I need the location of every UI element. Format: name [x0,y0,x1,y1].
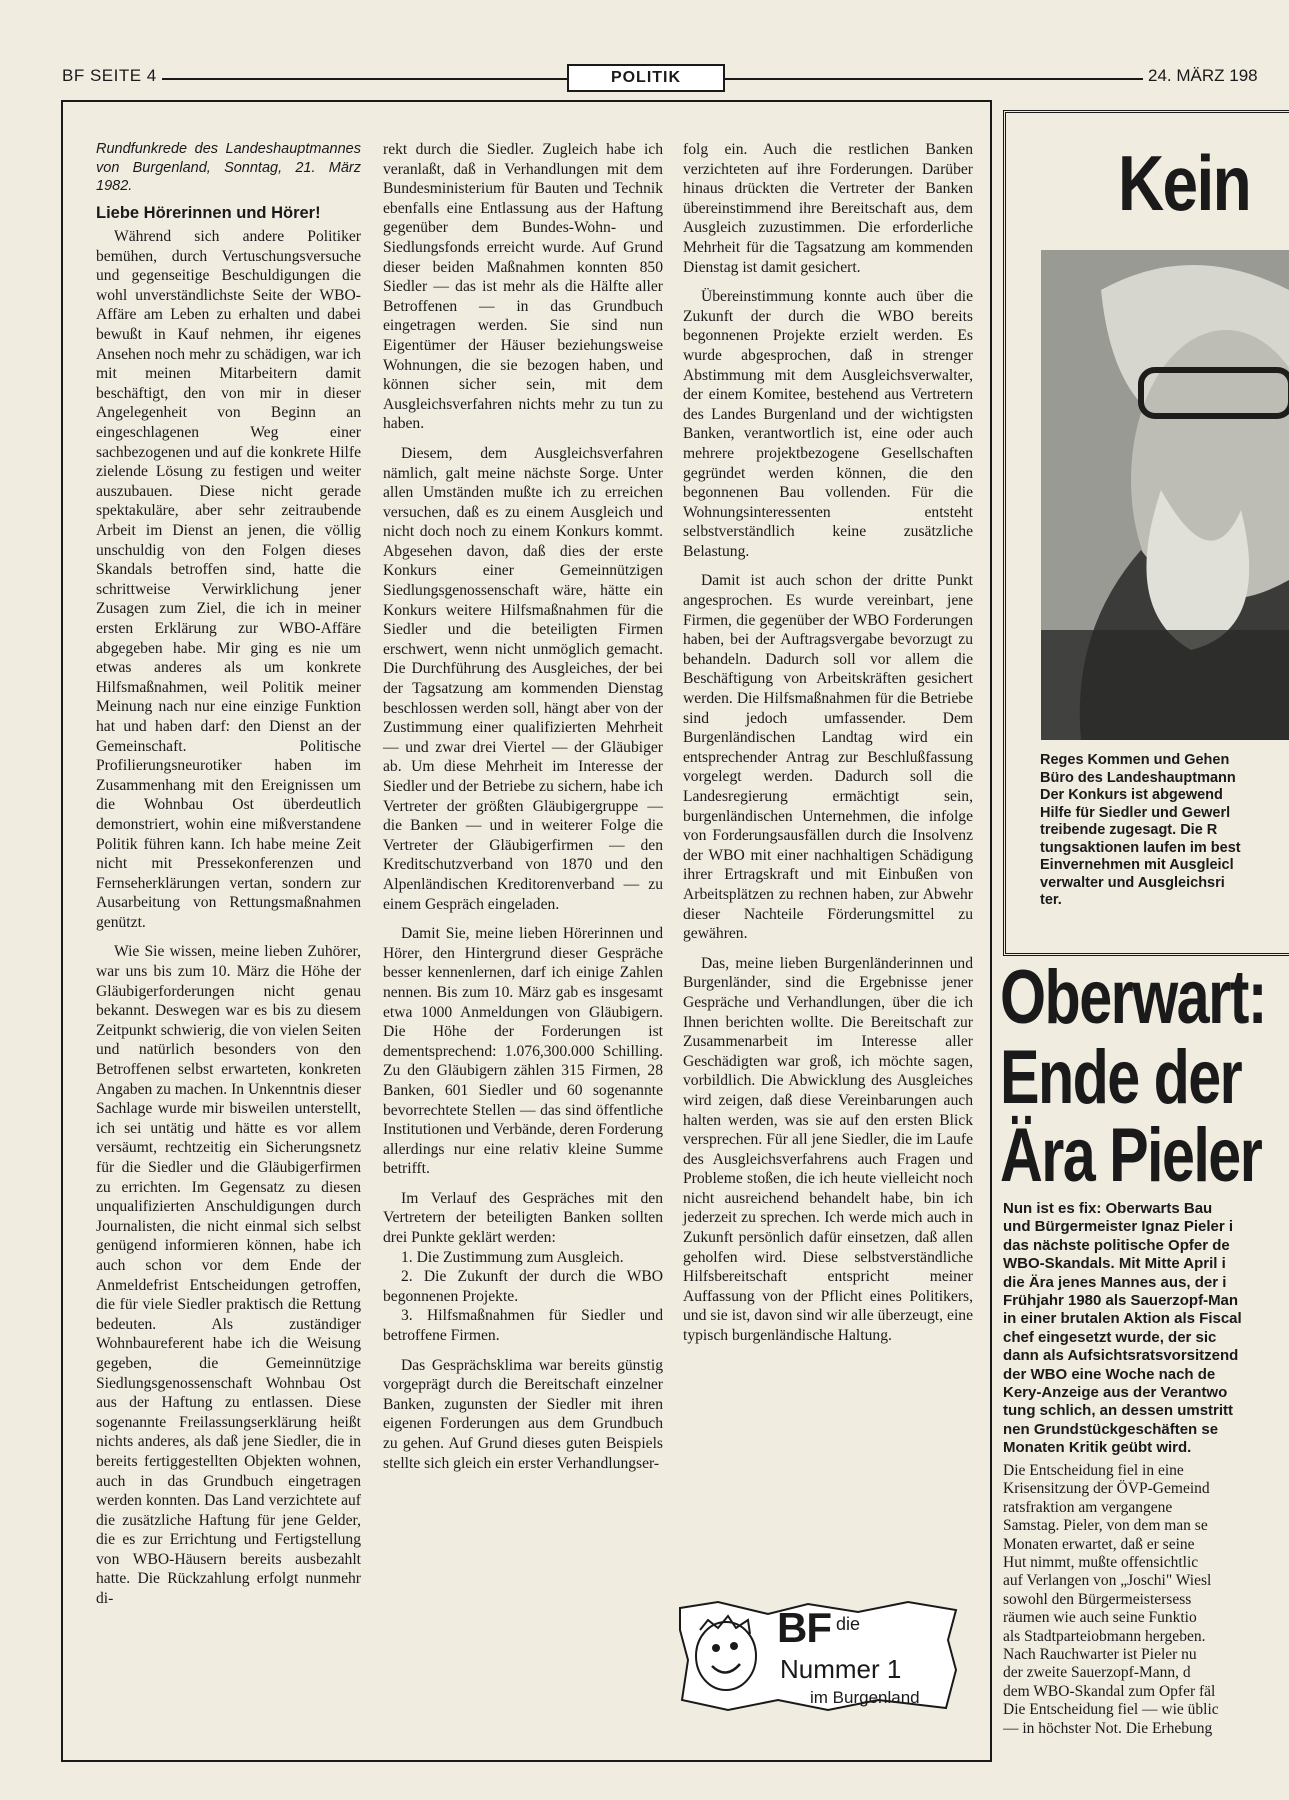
portrait-icon [1041,250,1289,740]
section-label: POLITIK [567,64,725,92]
body-line: Die Entscheidung fiel in eine [1003,1462,1184,1479]
caption-line: Büro des Landeshauptmann [1040,769,1236,786]
caption-line: Reges Kommen und Gehen [1040,752,1230,768]
lead-line: nen Grundstückgeschäften se [1003,1420,1219,1438]
caption-line: Einvernehmen mit Ausgleicl [1040,857,1234,873]
body-line: Hut nimmt, mußte offensichtlic [1003,1554,1199,1572]
promo-brand: BF [777,1604,831,1651]
article-column-3 [683,140,973,1346]
body-line: Nach Rauchwarter ist Pieler nu [1003,1646,1197,1664]
list-item: 3. Hilfsmaßnahmen für Siedler und betroffene Firmen. [383,1307,663,1345]
lead-line: der WBO eine Woche nach de [1003,1365,1216,1383]
lead-line: WBO-Skandals. Mit Mitte April i [1003,1255,1226,1273]
page-number: BF SEITE 4 [62,66,157,85]
body-line: Die Entscheidung fiel — wie üblic [1003,1701,1219,1719]
oberwart-lead [1003,1200,1289,1458]
body-line: auf Verlangen von „Joschi" Wiesl [1003,1572,1212,1590]
caption-line: Der Konkurs ist abgewend [1040,787,1223,803]
body-line: ratsfraktion am vergangene [1003,1498,1173,1516]
list-item: 1. Die Zustimmung zum Ausgleich. [401,1248,624,1266]
headline-line: Ende der [1000,1035,1242,1120]
caption-line: tungsaktionen laufen im best [1040,839,1241,856]
article-intro: Rundfunkrede des Landeshauptmannes von Burgenland, Sonntag, 21. März 1982. [96,141,361,194]
lead-line: das nächste politische Opfer de [1003,1236,1230,1254]
body-line: als Stadtparteiobmann hergeben. [1003,1627,1206,1645]
caption-line: verwalter und Ausgleichsri [1040,874,1225,891]
paragraph: Diesem, dem Ausgleichsverfahren nämlich, galt meine nächste Sorge. Unter allen Umständen mußte ich zu erreichen versuchen, daß es zu einem Ausgleich und nicht doch noch zu einem Konkurs kommt. Abgesehen davon, daß dies der erste Konkurs einer Gemeinnützigen Siedlungsgenossenschaft wäre, hätte ein Konkurs weitere Hilfsmaßnahmen für die Siedler und die beteiligten Firmen erschwert, wenn nicht unmöglich gemacht. Die Durchführung des Ausgleiches, der bei der Tagsatzung am kommenden Dienstag beschlossen werden soll, hängt aber von der Zustimmung einer qualifizierten Mehrheit — und zwar drei Viertel — der Gläubiger ab. Um diese Mehrheit im Interesse der Siedler und der Betriebe zu sichern, habe ich Vertreter der größten Gläubigergruppe — die Banken — und in weiterer Folge die Vertreter der Gläubigerfirmen — den Kreditschutzverband von 1870 und den Alpenländischen Kreditorenverband — zu einem Gespräch eingeladen. [383,444,663,913]
body-line: der zweite Sauerzopf-Mann, d [1003,1664,1191,1682]
lead-line: und Bürgermeister Ignaz Pieler i [1003,1218,1234,1236]
body-line: Samstag. Pieler, von dem man se [1003,1517,1208,1535]
article-column-1 [96,140,361,1609]
photo-caption [1040,752,1289,910]
header-rule-left [162,78,567,80]
body-line: Monaten erwartet, daß er seine [1003,1535,1195,1553]
issue-date: 24. MÄRZ 198 [1148,66,1258,85]
caption-line: ter. [1040,892,1062,908]
body-line: Krisensitzung der ÖVP-Gemeind [1003,1480,1210,1498]
lead-line: tung schlich, an dessen umstritt [1003,1402,1234,1420]
body-line: — in höchster Not. Die Erhebung [1003,1719,1213,1737]
list-item: 2. Die Zukunft der durch die WBO begonnenen Projekte. [383,1268,663,1305]
headline-line: Oberwart: [1000,955,1266,1040]
lead-line: Kery-Anzeige aus der Verantwo [1003,1384,1228,1402]
paragraph: folg ein. Auch die restlichen Banken verzichteten auf ihre Forderungen. Darüber hinaus drückten die Vertreter der Banken übereinstimmend ihre Bereitschaft aus, dem Ausgleich zuzustimmen. Die erforderliche Mehrheit für die Tagsatzung am kommenden Dienstag ist damit gesichert. [683,141,973,276]
paragraph: Damit Sie, meine lieben Hörerinnen und Hörer, den Hintergrund dieser Gespräche besser kennenlernen, darf ich einige Zahlen nennen. Bis zum 10. März gab es insgesamt etwa 1000 Anmeldungen von Gläubigern. Die Höhe der Forderungen ist dementsprechend: 1.076,300.000 Schilling. Zu den Gläubigern zählen 315 Firmen, 28 Banken, 601 Siedler und 60 sogenannte bevorrechtete Stellen — das sind öffentliche Institutionen und Verbände, deren Forderung allerdings nur eine relativ kleine Summe betrifft. [383,925,663,1178]
oberwart-body [1003,1462,1289,1738]
portrait-photo [1041,250,1289,740]
paragraph: Damit ist auch schon der dritte Punkt angesprochen. Es wurde vereinbart, jene Firmen, die gegenüber der WBO Forderungen haben, bei der Auftragsvergabe bevorzugt zu behandeln. Dadurch soll vor allem die Beschäftigung von Arbeitskräften gesichert werden. Die Hilfsmaßnahmen für die Betriebe sind jedoch umfassender. Dem Burgenländischen Landtag wird ein entsprechender Antrag zur Beschlußfassung vorgelegt werden. Dadurch soll die Landesregierung ermächtigt sein, burgenländischen Unternehmen, die infolge von Forderungsausfällen durch die Insolvenz der WBO mit einer nachhaltigen Schädigung ihrer Ertragskraft und mit Einbußen von Arbeitsplätzen zu rechnen haben, zur Abwehr dieser Nachteile Förderungsmittel zu gewähren. [683,572,973,943]
paragraph: Übereinstimmung konnte auch über die Zukunft der durch die WBO bereits begonnenen Projekte erzielt werden. Es wurde abgesprochen, daß in strenger Abstimmung mit dem Ausgleichsverwalter, der einem Komitee, bestehend aus Vertretern des Landes Burgenland und der wichtigsten Banken, verantwortlich ist, eine oder auch mehrere projektbezogene Gesellschaften gegründet werden können, die den begonnenen Bau vollenden. Für die Wohnungsinteressenten entsteht selbstverständlich keine zusätzliche Belastung. [683,288,973,560]
promo-small: die [836,1614,861,1634]
promo-line-1: Nummer 1 [780,1654,902,1684]
lead-line: in einer brutalen Aktion als Fiscal [1003,1310,1242,1328]
body-line: dem WBO-Skandal zum Opfer fäl [1003,1682,1216,1700]
paragraph: Während sich andere Politiker bemühen, durch Vertuschungsversuche und gegenseitige Beschuldigungen die wohl unverständlichste Seite der WBO-Affäre am Leben zu erhalten und dabei bewußt in Kauf nehmen, ihr eigenes Ansehen noch mehr zu schädigen, war ich mit meinen Mitarbeitern damit beschäftigt, den von mir in dieser Angelegenheit von Beginn an eingeschlagenen Weg einer sachbezogenen und auf die konkrete Hilfe zielende Lösung zu festigen und weiter auszubauen. Diese nicht gerade spektakuläre, aber sehr zeitraubende Arbeit im Dienst an jenen, die völlig unschuldig von den Folgen dieses Skandals betroffen sind, hatte die schrittweise Verwirklichung jener Zusagen zum Ziel, die ich in meiner ersten Erklärung zur WBO-Affäre abgegeben habe. Mir ging es nie um etwas anderes als um konkrete Hilfsmaßnahmen, weil Politik meiner Meinung nach nur eine einzige Funktion hat und haben darf: den Dienst an der Gemeinschaft. Politische Profilierungsneurotiker haben im Zusammenhang mit den Ereignissen um die Wohnbau Ost überdeutlich demonstriert, wohin eine mißverstandene Politik führen kann. Ich habe meine Zeit nicht mit Pressekonferenzen und Fernseherklärungen vertan, sondern zur Ausarbeitung von Rettungsmaßnahmen genützt. [96,228,361,931]
caption-line: Hilfe für Siedler und Gewerl [1040,804,1231,821]
lead-line: dann als Aufsichtsratsvorsitzend [1003,1347,1239,1365]
paragraph: Wie Sie wissen, meine lieben Zuhörer, war uns bis zum 10. März die Höhe der Gläubigerforderungen nicht genau bekannt. Deswegen war es bis zu diesem Zeitpunkt schwierig, die von vielen Seiten und natürlich besonders von den Betroffenen selbst erwarteten, konkreten Angaben zu machen. In Unkenntnis dieser Sachlage wurde mir bisweilen unterstellt, ich sei untätig und hätte es vor allem versäumt, rechtzeitig ein Sicherungsnetz für die Siedler und die Gläubigerfirmen zu errichten. Im Gegensatz zu diesen unqualifizierten Anschuldigungen durch Journalisten, die nicht einmal sich selbst genügend informieren können, habe ich auch schon vor dem Ende der Anmeldefrist Entscheidungen getroffen, die für viele Siedler praktisch die Rettung bedeuten. Als zuständiger Wohnbaureferent habe ich die Weisung gegeben, die Gemeinnützige Siedlungsgenossenschaft Wohnbau Ost aus der Haftung zu entlassen. Diese sogenannte Freilassungserklärung heißt nichts anderes, als daß jene Siedler, die in bereits fertiggestellten Objekten wohnen, auch in das Grundbuch eingetragen werden konnten. Das Land verzichtete auf die zusätzliche Haftung für jene Gelder, die es zur Errichtung und Fertigstellung von WBO-Häusern bereits ausbezahlt hatte. Die Rückzahlung erfolgt nunmehr di- [96,943,362,1608]
lead-line: Frühjahr 1980 als Sauerzopf-Man [1003,1292,1239,1310]
paragraph: Das Gesprächsklima war bereits günstig vorgeprägt durch die Bereitschaft einzelner Banken, zugunsten der Siedler mit ihren eigenen Forderungen aus dem Grundbuch zu gehen. Auf Grund dieses guten Beispiels stellte sich gleich ein erster Verhandlungser- [383,1356,663,1472]
article-greeting: Liebe Hörerinnen und Hörer! [96,203,321,222]
lead-line: die Ära jenes Mannes aus, der i [1003,1273,1227,1291]
headline-line: Ära Pieler [1000,1113,1262,1198]
paragraph: Im Verlauf des Gespräches mit den Vertretern der beteiligten Banken sollten drei Punkte geklärt werden: [383,1189,663,1247]
header-rule-right [723,78,1143,80]
body-line: räumen wie auch seine Funktio [1003,1609,1197,1627]
headline-keine: Kein [1118,139,1251,227]
paragraph: Das, meine lieben Burgenländerinnen und Burgenländer, sind die Ergebnisse jener Gespräche und Verhandlungen, über die ich Ihnen berichten wollte. Die Bereitschaft zur Zusammenarbeit im Interesse aller Geschädigten war groß, ich möchte sagen, vorbildlich. Die Abwicklung des Ausgleiches wird zeigen, daß diese Vereinbarungen auch halten werden, was sie auf den ersten Blick versprechen. Für all jene Siedler, die im Laufe des Ausgleichsverfahrens auch Fragen und Probleme stoßen, die ich heute vielleicht noch nicht ausreichend behandelt habe, bin ich jederzeit zu sprechen. Ich werde mich auch in Zukunft persönlich dafür einsetzen, daß allen geholfen wird. Diese selbstverständliche Hilfsbereitschaft entspricht meiner Auffassung von der Pflicht eines Politikers, und sie ist, davon sind wir alle überzeugt, eine typisch burgenländische Haltung. [683,954,973,1345]
lead-line: Nun ist es fix: Oberwarts Bau [1003,1200,1213,1217]
lead-line: chef eingesetzt wurde, der sic [1003,1328,1217,1346]
lead-line: Monaten Kritik geübt wird. [1003,1439,1192,1457]
body-line: sowohl den Bürgermeistersess [1003,1590,1192,1608]
paragraph: rekt durch die Siedler. Zugleich habe ich veranlaßt, daß in Verhandlungen mit dem Bundesministerium für Bauten und Technik ebenfalls eine Entlassung aus der Haftung gegenüber dem Bundes-Wohn- und Siedlungsfonds erreicht wurde. Auf Grund dieser beiden Maßnahmen konnten 850 Siedler — das ist mehr als die Hälfte aller Betroffenen — in das Grundbuch eingetragen werden. Sie sind nun Eigentümer der Häuser beziehungsweise Wohnungen, die sie bezogen haben, und können sicher sein, mit dem Ausgleichsverfahren nichts mehr zu tun zu haben. [383,141,663,433]
article-column-2 [383,140,663,1473]
caption-line: treibende zugesagt. Die R [1040,822,1218,838]
promo-line-2: im Burgenland [810,1688,920,1707]
